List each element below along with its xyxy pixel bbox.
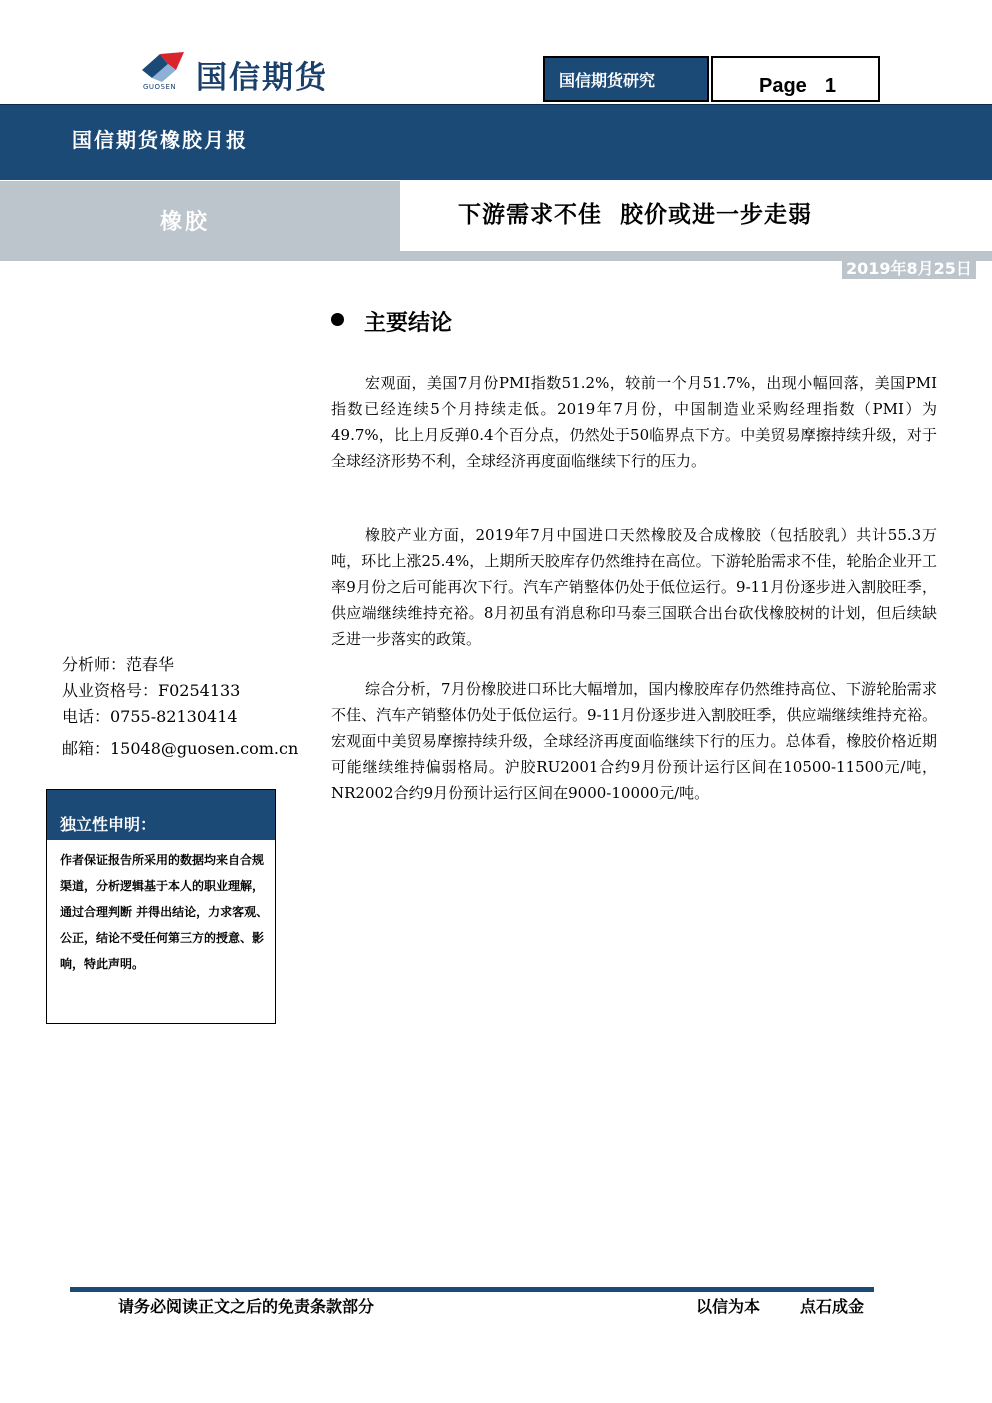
section-heading: 主要结论 [364, 311, 453, 336]
paragraph-summary: 综合分析，7月份橡胶进口环比大幅增加，国内橡胶库存仍然维持高位、下游轮胎需求不佳、汽车产销整体仍处于低位运行。9-11月份逐步进入割胶旺季，供应端继续维持充裕。宏观面中美贸易摩擦持续升级，全球经济再度面临继续下行的压力。总体看，橡胶价格近期可能继续维持偏弱格局。沪胶RU2001合约9月份预计运行区间在10500-11500元/吨，NR2002合约9月份预计运行区间在9000-10000元/吨。 [331, 680, 937, 802]
page-label: Page [759, 75, 807, 97]
logo-text: 国信期货 [196, 60, 328, 96]
analyst-license: 从业资格号：F0254133 [62, 681, 241, 700]
footer-motto-1: 以信为本 [696, 1297, 761, 1316]
logo-subtext: GUOSEN [143, 83, 177, 91]
category-label: 橡胶 [160, 209, 211, 235]
bullet-icon [331, 313, 344, 326]
analyst-name: 分析师：范春华 [62, 655, 175, 674]
report-date: 2019年8月25日 [842, 256, 976, 279]
page-number: 1 [824, 75, 836, 97]
independence-statement-title: 独立性申明： [47, 790, 275, 840]
independence-statement-box [46, 789, 276, 1024]
headline: 下游需求不佳 胶价或进一步走弱 [458, 201, 813, 228]
guosen-logo-icon [140, 48, 190, 88]
paragraph-macro: 宏观面，美国7月份PMI指数51.2%，较前一个月51.7%，出现小幅回落，美国PMI指数已经连续5个月持续走低。2019年7月份，中国制造业采购经理指数（PMI）为49.7%，比上月反弹0.4个百分点，仍然处于50临界点下方。中美贸易摩擦持续升级，对于全球经济形势不利，全球经济再度面临继续下行的压力。 [331, 374, 937, 470]
research-label: 国信期货研究 [559, 70, 656, 90]
footer-rule [70, 1287, 874, 1292]
research-label-box [543, 56, 709, 102]
independence-statement-text: 作者保证报告所采用的数据均来自合规渠道，分析逻辑基于本人的职业理解，通过合理判断 并得出结论，力求客观、公正，结论不受任何第三方的授意、影响，特此声明。 [60, 853, 269, 971]
footer-disclaimer-notice: 请务必阅读正文之后的免责条款部分 [118, 1297, 375, 1316]
paragraph-industry: 橡胶产业方面，2019年7月中国进口天然橡胶及合成橡胶（包括胶乳）共计55.3万吨，环比上涨25.4%，上期所天胶库存仍然维持在高位。下游轮胎需求不佳，轮胎企业开工率9月份之后可能再次下行。汽车产销整体仍处于低位运行。9-11月份逐步进入割胶旺季，供应端继续维持充裕。8月初虽有消息称印马泰三国联合出台砍伐橡胶树的计划，但后续缺乏进一步落实的政策。 [331, 526, 937, 648]
footer-motto-2: 点石成金 [800, 1297, 865, 1316]
report-title: 国信期货橡胶月报 [72, 128, 248, 152]
analyst-email: 邮箱：15048@guosen.com.cn [62, 739, 299, 758]
analyst-phone: 电话：0755-82130414 [62, 707, 238, 726]
page-indicator [711, 56, 880, 102]
